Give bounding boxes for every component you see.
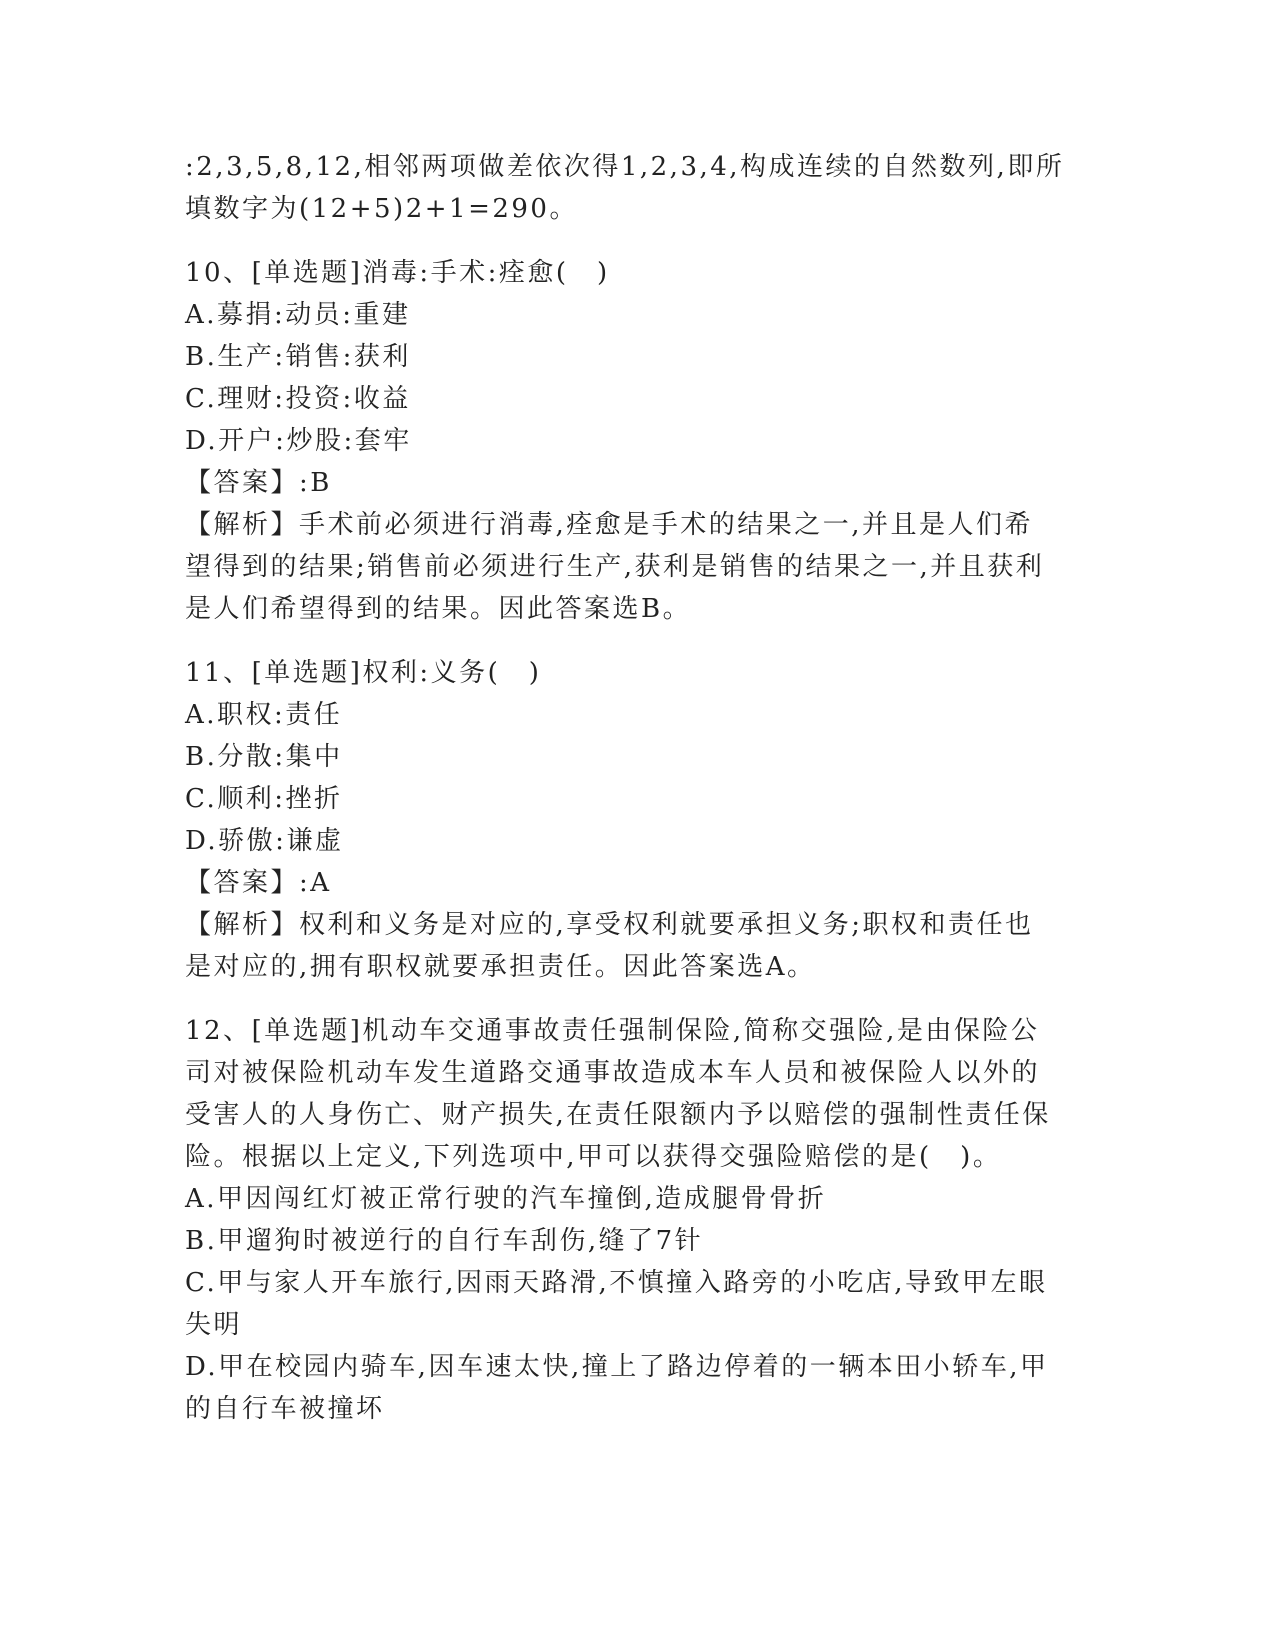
option-d: D.开户:炒股:套牢: [185, 426, 412, 456]
question-stem: 司对被保险机动车发生道路交通事故造成本车人员和被保险人以外的: [185, 1058, 1041, 1088]
option-b: B.分散:集中: [185, 742, 343, 772]
question-11: [185, 652, 1090, 988]
question-12: [185, 1010, 1090, 1430]
text-line: :2,3,5,8,12,相邻两项做差依次得1,2,3,4,构成连续的自然数列,即所: [185, 152, 1065, 182]
analysis-line: 望得到的结果;销售前必须进行生产,获利是销售的结果之一,并且获利: [185, 552, 1045, 582]
question-stem: 12、[单选题]机动车交通事故责任强制保险,简称交强险,是由保险公: [185, 1016, 1040, 1046]
question-10: [185, 252, 1090, 630]
analysis-line: 【解析】权利和义务是对应的,享受权利就要承担义务;职权和责任也: [185, 910, 1034, 940]
analysis-line: 是人们希望得到的结果。因此答案选B。: [185, 594, 692, 624]
question-stem: 险。根据以上定义,下列选项中,甲可以获得交强险赔偿的是( )。: [185, 1142, 1002, 1172]
option-a: A.职权:责任: [185, 700, 343, 730]
intro-paragraph: [185, 146, 1090, 230]
option-c-continued: 失明: [185, 1310, 243, 1340]
question-stem: 受害人的人身伤亡、财产损失,在责任限额内予以赔偿的强制性责任保: [185, 1100, 1051, 1130]
option-a: A.募捐:动员:重建: [185, 300, 411, 330]
option-a: A.甲因闯红灯被正常行驶的汽车撞倒,造成腿骨骨折: [185, 1184, 827, 1214]
document-content: [185, 146, 1090, 1430]
answer-line: 【答案】:A: [185, 868, 332, 898]
text-line: 填数字为(12+5)2+1=290。: [185, 194, 578, 224]
option-c: C.顺利:挫折: [185, 784, 343, 814]
answer-line: 【答案】:B: [185, 468, 332, 498]
option-c: C.甲与家人开车旅行,因雨天路滑,不慎撞入路旁的小吃店,导致甲左眼: [185, 1268, 1048, 1298]
analysis-line: 是对应的,拥有职权就要承担责任。因此答案选A。: [185, 952, 816, 982]
option-d-continued: 的自行车被撞坏: [185, 1394, 385, 1424]
option-b: B.生产:销售:获利: [185, 342, 411, 372]
option-b: B.甲遛狗时被逆行的自行车刮伤,缝了7针: [185, 1226, 704, 1256]
question-stem: 10、[单选题]消毒:手术:痊愈( ): [185, 258, 610, 288]
analysis-line: 【解析】手术前必须进行消毒,痊愈是手术的结果之一,并且是人们希: [185, 510, 1034, 540]
option-d: D.骄傲:谦虚: [185, 826, 344, 856]
question-stem: 11、[单选题]权利:义务( ): [185, 658, 542, 688]
option-d: D.甲在校园内骑车,因车速太快,撞上了路边停着的一辆本田小轿车,甲: [185, 1352, 1049, 1382]
option-c: C.理财:投资:收益: [185, 384, 411, 414]
